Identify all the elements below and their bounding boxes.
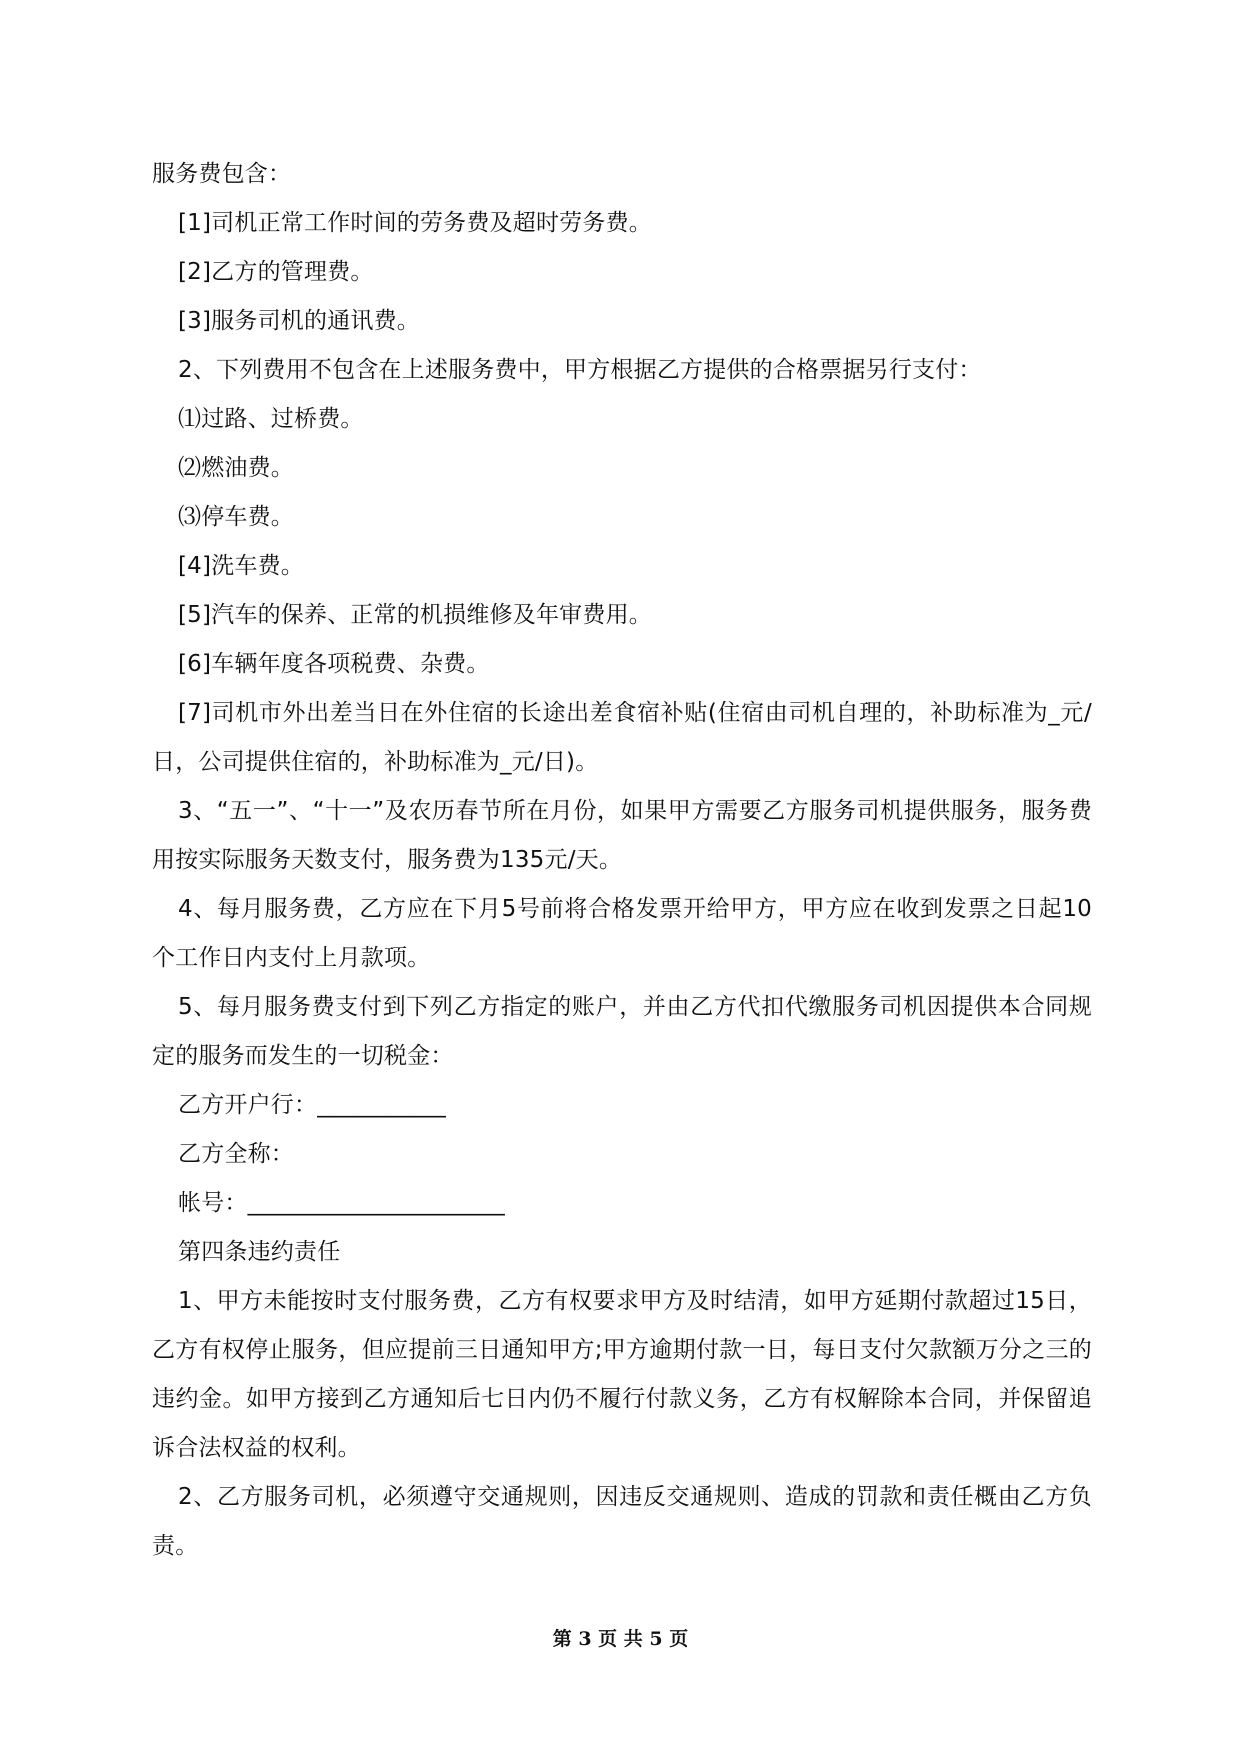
paragraph: [5]汽车的保养、正常的机损维修及年审费用。 xyxy=(178,602,652,628)
section-heading: 第四条违约责任 xyxy=(178,1239,341,1265)
paragraph: 4、每月服务费，乙方应在下月5号前将合格发票开给甲方，甲方应在收到发票之日起10个工作日内支付上月款项。 xyxy=(152,896,1092,971)
paragraph: 3、“五一”、“十一”及农历春节所在月份，如果甲方需要乙方服务司机提供服务，服务费用按实际服务天数支付，服务费为135元/天。 xyxy=(152,798,1092,873)
document-body xyxy=(152,150,1092,1571)
paragraph: ⑵燃油费。 xyxy=(178,455,294,481)
paragraph: 服务费包含： xyxy=(152,161,292,187)
paragraph: 1、甲方未能按时支付服务费，乙方有权要求甲方及时结清，如甲方延期付款超过15日，乙方有权停止服务，但应提前三日通知甲方;甲方逾期付款一日，每日支付欠款额万分之三的违约金。如甲方接到乙方通知后七日内仍不履行付款义务，乙方有权解除本合同，并保留追诉合法权益的权利。 xyxy=(152,1288,1092,1461)
paragraph: [3]服务司机的通讯费。 xyxy=(178,308,420,334)
paragraph: 乙方全称： xyxy=(178,1141,294,1167)
paragraph: [6]车辆年度各项税费、杂费。 xyxy=(178,651,490,677)
paragraph: 2、下列费用不包含在上述服务费中，甲方根据乙方提供的合格票据另行支付： xyxy=(178,357,982,383)
paragraph: [2]乙方的管理费。 xyxy=(178,259,374,285)
paragraph: [7]司机市外出差当日在外住宿的长途出差食宿补贴(住宿由司机自理的，补助标准为_元/日，公司提供住宿的，补助标准为_元/日)。 xyxy=(152,700,1092,775)
paragraph: 5、每月服务费支付到下列乙方指定的账户，并由乙方代扣代缴服务司机因提供本合同规定的服务而发生的一切税金： xyxy=(152,994,1092,1069)
paragraph: [1]司机正常工作时间的劳务费及超时劳务费。 xyxy=(178,210,652,236)
paragraph: 2、乙方服务司机，必须遵守交通规则，因违反交通规则、造成的罚款和责任概由乙方负责。 xyxy=(152,1484,1092,1559)
paragraph: [4]洗车费。 xyxy=(178,553,304,579)
paragraph: 帐号：______________________ xyxy=(178,1190,505,1216)
paragraph: ⑴过路、过桥费。 xyxy=(178,406,364,432)
paragraph: 乙方开户行：___________ xyxy=(178,1092,446,1118)
paragraph: ⑶停车费。 xyxy=(178,504,294,530)
page-number: 第 3 页 共 5 页 xyxy=(552,1628,689,1650)
